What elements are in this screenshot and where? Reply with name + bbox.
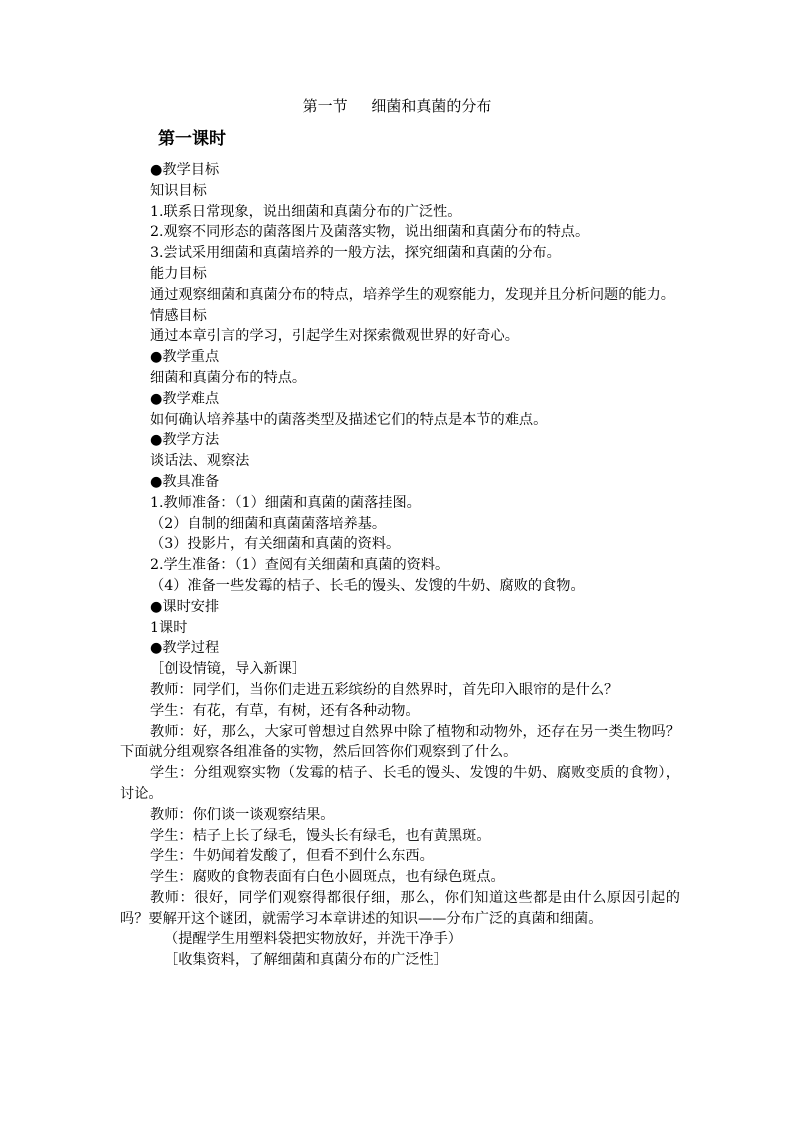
section-heading-materials: ●教具准备 [150,473,220,490]
document-body [120,160,680,971]
section-heading-methods: ●教学方法 [150,432,220,449]
process-step-heading: ［收集资料，了解细菌和真菌分布的广泛性］ [164,952,448,969]
dialogue-line: 教师：同学们，当你们走进五彩缤纷的自然界时，首先印入眼帘的是什么？ [150,681,619,698]
dialogue-line: 学生：分组观察实物（发霉的桔子、长毛的馒头、发馊的牛奶、腐败变质的食物），讨论。 [120,765,680,802]
subheading-knowledge: 知识目标 [150,182,207,199]
subheading-emotion: 情感目标 [150,307,207,324]
dialogue-line: 教师：好，那么，大家可曾想过自然界中除了植物和动物外，还存在另一类生物吗？下面就分组观察各组准备的实物，然后回答你们观察到了什么。 [120,723,680,761]
schedule-text: 1课时 [150,619,188,636]
materials-item-3: （3）投影片，有关细菌和真菌的资料。 [150,536,401,553]
materials-item-4: 2.学生准备：（1）查阅有关细菌和真菌的资料。 [150,557,450,574]
section-title: 第一节 细菌和真菌的分布 [302,97,492,115]
dialogue-line: 学生：桔子上长了绿毛，馒头长有绿毛，也有黄黑斑。 [150,827,491,844]
reminder-note: （提醒学生用塑料袋把实物放好，并洗干净手） [164,931,462,948]
section-heading-difficulties: ●教学难点 [150,390,220,407]
lesson-subtitle: 第一课时 [158,129,226,149]
knowledge-item-2: 2.观察不同形态的菌落图片及菌落实物，说出细菌和真菌分布的特点。 [150,224,590,241]
section-heading-key-points: ●教学重点 [150,349,220,366]
dialogue-line: 教师：很好，同学们观察得都很仔细，那么，你们知道这些都是由什么原因引起的吗？要解开这个谜团，就需学习本章讲述的知识——分布广泛的真菌和细菌。 [120,889,680,927]
difficulties-text: 如何确认培养基中的菌落类型及描述它们的特点是本节的难点。 [150,411,548,428]
materials-item-5: （4）准备一些发霉的桔子、长毛的馒头、发馊的牛奶、腐败的食物。 [150,577,585,594]
key-points-text: 细菌和真菌分布的特点。 [150,369,307,386]
knowledge-item-1: 1.联系日常现象，说出细菌和真菌分布的广泛性。 [150,203,462,220]
knowledge-item-3: 3.尝试采用细菌和真菌培养的一般方法，探究细菌和真菌的分布。 [150,245,561,262]
ability-text: 通过观察细菌和真菌分布的特点，培养学生的观察能力，发现并且分析问题的能力。 [150,286,675,303]
dialogue-line: 学生：腐败的食物表面有白色小圆斑点，也有绿色斑点。 [150,869,505,886]
emotion-text: 通过本章引言的学习，引起学生对探索微观世界的好奇心。 [150,328,519,345]
subheading-ability: 能力目标 [150,265,207,282]
section-heading-schedule: ●课时安排 [150,598,220,615]
materials-item-2: （2）自制的细菌和真菌菌落培养基。 [150,515,387,532]
dialogue-line: 学生：牛奶闻着发酸了，但看不到什么东西。 [150,848,434,865]
dialogue-line: 教师：你们谈一谈观察结果。 [150,806,335,823]
section-heading-objectives: ●教学目标 [150,162,220,178]
materials-item-1: 1.教师准备：（1）细菌和真菌的菌落挂图。 [150,494,421,511]
dialogue-line: 学生：有花，有草，有树，还有各种动物。 [150,702,420,719]
process-step-heading: ［创设情镜，导入新课］ [150,661,307,678]
methods-text: 谈话法、观察法 [150,453,250,470]
section-heading-process: ●教学过程 [150,640,220,657]
